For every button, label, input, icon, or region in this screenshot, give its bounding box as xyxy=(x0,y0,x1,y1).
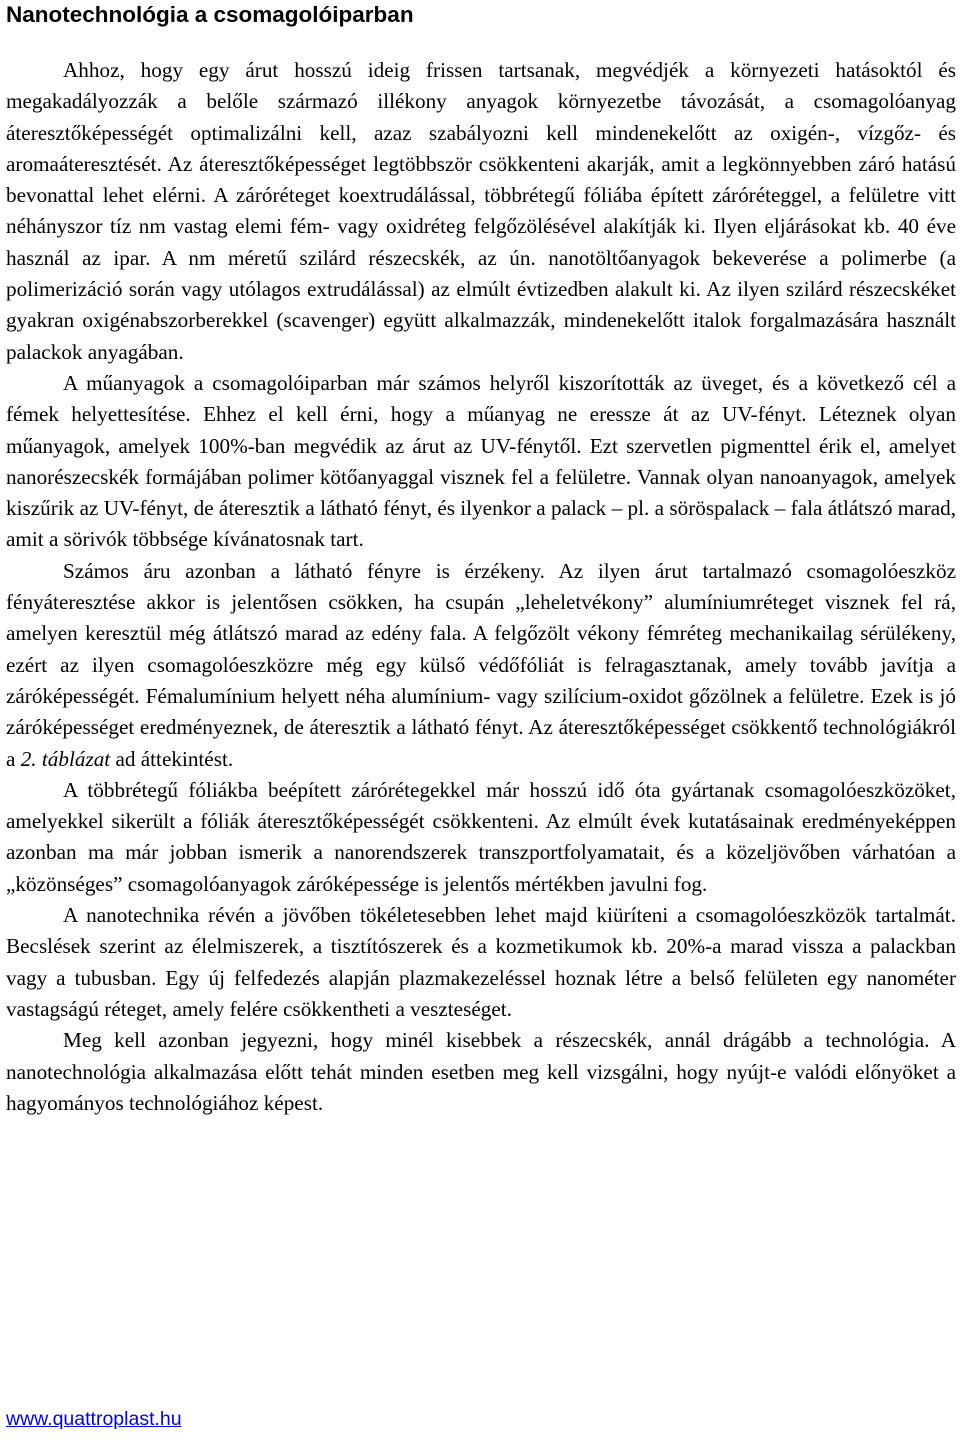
paragraph-3-text: Számos áru azonban a látható fényre is érzékeny. Az ilyen árut tartalmazó csomagolóeszköz fényáteresztése akkor is jelentősen csökken, ha csupán „leheletvékony” alumíniumréteget visznek fel rá, amelyen keresztül még átlátszó marad az edény fala. A felgőzölt vékony fémréteg mechanikailag sérülékeny, ezért az ilyen csomagolóeszközre még egy külső védőfóliát is felragasztanak, amely tovább javítja a záróképességét. Fémalumínium helyett néha alumínium- vagy szilícium-oxidot gőzölnek a felületre. Ezek is jó záróképességet eredményeznek, de áteresztik a látható fényt. Az áteresztőképességet csökkentő technológiákról a xyxy=(6,558,956,771)
paragraph-1: Ahhoz, hogy egy árut hosszú ideig frissen tartsanak, megvédjék a környezeti hatásoktól és megakadályozzák a belőle származó illékony anyagok környezetbe távozását, a csomagolóanyag áteresztőképességét optimalizálni kell, azaz szabályozni kell mindenekelőtt az oxigén-, vízgőz- és aromaáteresztését. Az áteresztőképességet legtöbbször csökkenteni akarják, amit a legkönnyebben záró hatású bevonattal lehet elérni. A záróréteget koextrudálással, többrétegű fóliába épített záróréteggel, a felületre vitt néhányszor tíz nm vastag elemi fém- vagy oxidréteg felgőzölésével alakítják ki. Ilyen eljárásokat kb. 40 éve használ az ipar. A nm méretű szilárd részecskék, az ún. nanotöltőanyagok bekeverése a polimerbe (a polimerizáció során vagy utólagos extrudálással) az elmúlt évtizedben alakult ki. Az ilyen szilárd részecskéket gyakran oxigénabszorberekkel (scavenger) együtt alkalmazzák, mindenekelőtt italok forgalmazására használt palackok anyagában. xyxy=(6,58,956,364)
paragraph-6: Meg kell azonban jegyezni, hogy minél kisebbek a részecskék, annál drágább a technológia. A nanotechnológia alkalmazása előtt tehát minden esetben meg kell vizsgálni, hogy nyújt-e valódi előnyöket a hagyományos technológiához képest. xyxy=(6,1028,956,1115)
page-title: Nanotechnológia a csomagolóiparban xyxy=(6,2,414,27)
paragraph-5: A nanotechnika révén a jövőben tökéletesebben lehet majd kiüríteni a csomagolóeszközök tartalmát. Becslések szerint az élelmiszerek, a tisztítószerek és a kozmetikumok kb. 20%-a marad vissza a palackban vagy a tubusban. Egy új felfedezés alapján plazmakezeléssel hoznak létre a belső felületen egy nanométer vastagságú réteget, amely felére csökkentheti a veszteséget. xyxy=(6,903,956,1021)
paragraph-3 xyxy=(6,556,956,775)
article-body xyxy=(6,55,956,1119)
paragraph-3-text-end: ad áttekintést. xyxy=(110,746,234,771)
footer-website-link[interactable]: www.quattroplast.hu xyxy=(6,1408,182,1430)
paragraph-4: A többrétegű fóliákba beépített zárórétegekkel már hosszú idő óta gyártanak csomagolóeszközöket, amelyekkel sikerült a fóliák áteresztőképességét csökkenteni. Az elmúlt évek kutatásainak eredményeképpen azonban ma már jobban ismerik a nanorendszerek transzportfolyamatait, és a közeljövőben várhatóan a „közönséges” csomagolóanyagok záróképessége is jelentős mértékben javulni fog. xyxy=(6,777,956,896)
paragraph-2: A műanyagok a csomagolóiparban már számos helyről kiszorították az üveget, és a következő cél a fémek helyettesítése. Ehhez el kell érni, hogy a műanyag ne eressze át az UV-fényt. Léteznek olyan műanyagok, amelyek 100%-ban megvédik az árut az UV-fénytől. Ezt szervetlen pigmenttel érik el, amelyet nanorészecskék formájában polimer kötőanyaggal visznek fel a felületre. Vannak olyan nanoanyagok, amelyek kiszűrik az UV-fényt, de áteresztik a látható fényt, és ilyenkor a palack – pl. a söröspalack – fala átlátszó marad, amit a sörivók többsége kívánatosnak tart. xyxy=(6,370,956,552)
table-reference: 2. táblázat xyxy=(20,746,111,771)
